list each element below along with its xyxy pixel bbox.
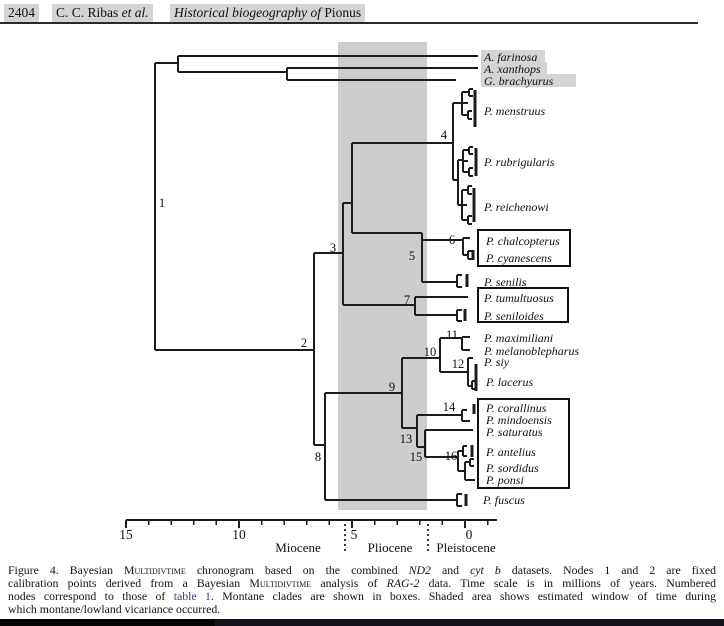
caption-text: data. Time scale is in millions of years. Numbered <box>419 576 716 591</box>
shaded-vicariance-window <box>338 42 427 510</box>
axis-tick-label-15: 15 <box>119 527 133 542</box>
caption-text: M <box>124 563 135 577</box>
running-title-text: Historical biogeography of <box>174 5 325 20</box>
node-number-3: 3 <box>329 241 337 255</box>
era-label-pliocene: Pliocene <box>367 540 413 555</box>
node-number-16: 16 <box>444 449 458 463</box>
tip-label-p-cyanescens: P. cyanescens <box>486 251 552 265</box>
node-number-5: 5 <box>408 249 416 263</box>
tip-label-p-mindoensis: P. mindoensis <box>486 413 552 427</box>
tip-label-p-saturatus: P. saturatus <box>486 425 543 439</box>
node-number-15: 15 <box>409 450 423 464</box>
bottom-window-edge-segment <box>215 619 724 626</box>
axis-tick-label-5: 5 <box>350 527 358 542</box>
caption-text: ultidivtime <box>259 576 312 591</box>
axis-tick-label-0: 0 <box>465 527 473 542</box>
bottom-window-edge <box>0 619 724 626</box>
tip-label-g-brachyurus: G. brachyurus <box>484 74 554 88</box>
tip-label-p-lacerus: P. lacerus <box>486 375 534 389</box>
node-number-9: 9 <box>388 380 396 394</box>
caption-text: chronogram based on the combined <box>185 563 409 577</box>
era-label-pleistocene: Pleistocene <box>436 540 496 555</box>
node-number-12: 12 <box>451 357 465 371</box>
caption-text: ultidivtime <box>134 563 186 577</box>
tip-label-p-antelius: P. antelius <box>486 445 536 459</box>
tip-label-p-seniloides: P. seniloides <box>484 309 544 323</box>
tip-label-p-chalcopterus: P. chalcopterus <box>486 234 560 248</box>
caption-text: RAG-2 <box>386 576 420 591</box>
caption-text: datasets. Nodes 1 and 2 are fixed <box>500 563 716 577</box>
caption-text: analysis of <box>311 576 387 591</box>
era-label-miocene: Miocene <box>275 540 321 555</box>
node-number-13: 13 <box>399 432 413 446</box>
node-number-14: 14 <box>442 400 456 414</box>
tip-label-p-ponsi: P. ponsi <box>486 473 524 487</box>
axis-tick-label-10: 10 <box>232 527 246 542</box>
caption-text: ND2 <box>408 563 431 577</box>
running-title-genus: Pionus <box>324 5 362 20</box>
node-number-4: 4 <box>440 128 448 142</box>
tip-label-p-senilis: P. senilis <box>484 275 527 289</box>
node-number-7: 7 <box>403 293 411 307</box>
caption-text: . Montane clades are shown in boxes. Shaded area shows estimated window of time during <box>210 589 716 604</box>
node-number-10: 10 <box>423 345 437 359</box>
tip-label-a-xanthops: A. xanthops <box>484 62 541 76</box>
caption-text: M <box>249 576 260 591</box>
tip-label-p-maximiliani: P. maximiliani <box>484 331 554 345</box>
tip-label-p-tumultuosus: P. tumultuosus <box>484 291 554 305</box>
tip-label-p-sordidus: P. sordidus <box>486 461 539 475</box>
tip-label-p-fuscus: P. fuscus <box>483 493 525 507</box>
node-number-2: 2 <box>300 336 308 350</box>
figure-caption <box>8 564 716 616</box>
node-number-11: 11 <box>445 328 459 342</box>
authors-names: C. C. Ribas <box>56 5 122 20</box>
axis-major-ticks <box>126 520 465 528</box>
tip-label-p-reichenowi: P. reichenowi <box>484 200 549 214</box>
tip-label-p-corallinus: P. corallinus <box>486 401 547 415</box>
tree-branches <box>155 56 478 506</box>
authors-etal: et al. <box>121 5 149 20</box>
caption-text: Figure 4. Bayesian <box>8 563 125 577</box>
page-number: 2404 <box>4 4 39 23</box>
tip-label-a-farinosa: A. farinosa <box>484 50 538 64</box>
caption-text: calibration points derived from a Bayesian <box>8 576 250 591</box>
node-number-8: 8 <box>314 450 322 464</box>
node-number-6: 6 <box>448 233 456 247</box>
tip-label-p-rubrigularis: P. rubrigularis <box>484 155 555 169</box>
node-number-1: 1 <box>158 196 166 210</box>
tip-label-p-menstruus: P. menstruus <box>484 104 546 118</box>
caption-text: which montane/lowland vicariance occurred. <box>8 602 221 617</box>
caption-text: cyt b <box>470 563 501 577</box>
table-1-link[interactable]: table 1 <box>173 589 211 604</box>
tip-label-p-siy: P. siy <box>484 355 510 369</box>
caption-text: nodes correspond to those of <box>8 589 174 604</box>
tip-label-p-melanoblepharus: P. melanoblepharus <box>484 344 580 358</box>
caption-text: and <box>430 563 471 577</box>
caption-line-4 <box>8 603 716 616</box>
